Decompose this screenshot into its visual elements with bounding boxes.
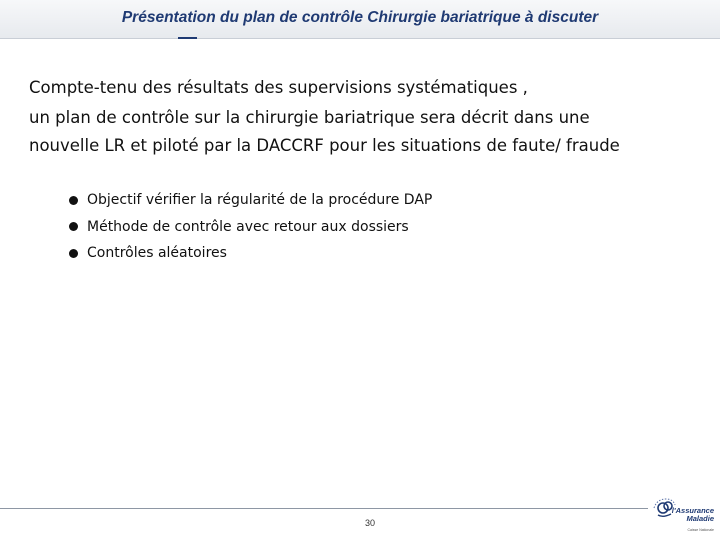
intro-line-2: un plan de contrôle sur la chirurgie bariatrique sera décrit dans une bbox=[29, 108, 590, 127]
page-number: 30 bbox=[364, 518, 375, 528]
logo-subtitle: Caisse Nationale bbox=[687, 528, 714, 532]
logo-wordmark bbox=[662, 507, 714, 523]
title-bar bbox=[0, 0, 720, 39]
intro-paragraph bbox=[29, 74, 709, 160]
bullet-dot-icon bbox=[69, 196, 78, 205]
bullet-text: Contrôles aléatoires bbox=[87, 245, 227, 261]
logo-line-1: l'Assurance bbox=[671, 506, 714, 515]
assurance-maladie-logo bbox=[651, 496, 715, 536]
bullet-item bbox=[69, 240, 432, 267]
intro-line-1: Compte-tenu des résultats des supervisions systématiques , bbox=[29, 78, 528, 97]
bullet-dot-icon bbox=[69, 222, 78, 231]
footer-rule bbox=[0, 508, 648, 509]
bullet-item bbox=[69, 214, 432, 241]
bullet-text: Méthode de contrôle avec retour aux dossiers bbox=[87, 218, 409, 235]
bullet-text: Objectif vérifier la régularité de la procédure DAP bbox=[87, 192, 433, 208]
bullet-item bbox=[69, 187, 432, 214]
title-accent-bar bbox=[178, 37, 197, 39]
bullet-dot-icon bbox=[69, 249, 78, 258]
slide-title: Présentation du plan de contrôle Chirurgie bariatrique à discuter bbox=[121, 9, 599, 26]
logo-line-2: Maladie bbox=[686, 514, 714, 523]
bullet-list bbox=[69, 187, 432, 267]
intro-line-3: nouvelle LR et piloté par la DACCRF pour les situations de faute/ fraude bbox=[29, 136, 620, 155]
